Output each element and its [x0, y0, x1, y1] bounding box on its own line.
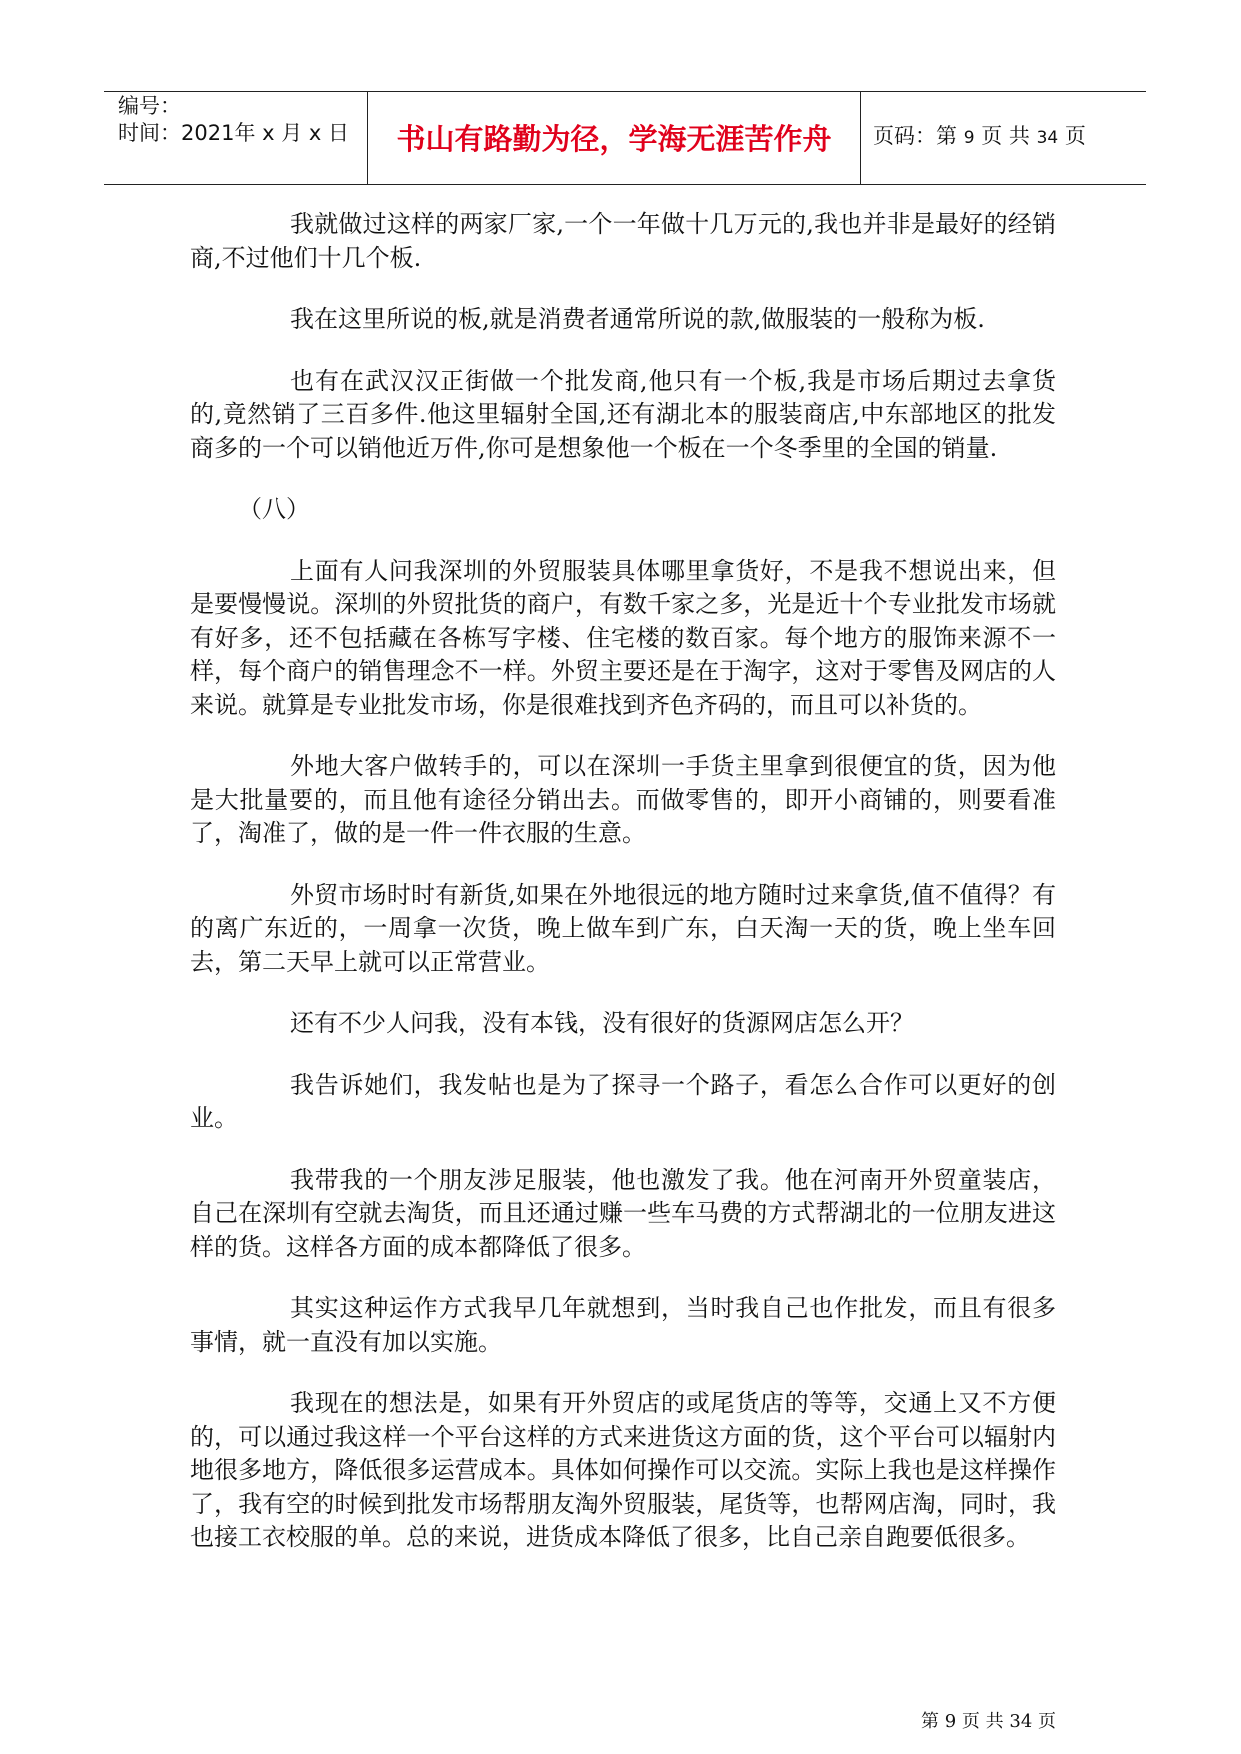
page-total: 34: [1036, 128, 1059, 148]
date-line: [118, 120, 349, 147]
section-marker: （八）: [238, 495, 310, 523]
date-year: 2021: [181, 121, 235, 145]
paragraph: 其实这种运作方式我早几年就想到，当时我自己也作批发，而且有很多事情，就一直没有加以实施。: [190, 1294, 1056, 1356]
serial-number-label: 编号：: [118, 94, 181, 118]
header-motto-cell: [368, 92, 861, 184]
paragraph: 我带我的一个朋友涉足服装，他也激发了我。他在河南开外贸童装店，自己在深圳有空就去淘货，而且还通过赚一些车马费的方式帮湖北的一位朋友进这样的货。这样各方面的成本都降低了很多。: [190, 1165, 1056, 1261]
paragraph: 上面有人问我深圳的外贸服装具体哪里拿货好，不是我不想说出来，但是要慢慢说。深圳的外贸批货的商户，有数千家之多，光是近十个专业批发市场就有好多，还不包括藏在各栋写字楼、住宅楼的数百家。每个地方的服饰来源不一样，每个商户的销售理念不一样。外贸主要还是在于淘字，这对于零售及网店的人来说。就算是专业批发市场，你是很难找到齐色齐码的，而且可以补货的。: [190, 556, 1056, 719]
page-footer: 第 9 页 共 34 页: [921, 1711, 1056, 1732]
paragraph: 我就做过这样的两家厂家,一个一年做十几万元的,我也并非是最好的经销商,不过他们十几个板.: [190, 210, 1056, 272]
header-page-number: [873, 123, 1086, 152]
page-header: [104, 91, 1146, 185]
paragraph: 外地大客户做转手的，可以在深圳一手货主里拿到很便宜的货，因为他是大批量要的，而且他有途径分销出去。而做零售的，即开小商铺的，则要看准了，淘准了，做的是一件一件衣服的生意。: [190, 752, 1056, 847]
paragraph: 我现在的想法是，如果有开外贸店的或尾货店的等等，交通上又不方便的，可以通过我这样一个平台这样的方式来进货这方面的货，这个平台可以辐射内地很多地方，降低很多运营成本。具体如何操作可以交流。实际上我也是这样操作了，我有空的时候到批发市场帮朋友淘外贸服装，尾货等，也帮网店淘，同时，我也接工衣校服的单。总的来说，进货成本降低了很多，比自己亲自跑要低很多。: [190, 1389, 1056, 1551]
page-current: 9: [963, 128, 975, 148]
paragraph: 外贸市场时时有新货,如果在外地很远的地方随时过来拿货,值不值得？有的离广东近的，一周拿一次货，晚上做车到广东，白天淘一天的货，晚上坐车回去，第二天早上就可以正常营业。: [190, 880, 1056, 976]
page-prefix: 页码：第: [873, 124, 957, 148]
header-page-cell: [861, 92, 1146, 184]
date-rest: 年 x 月 x 日: [234, 121, 350, 145]
page-suffix: 页: [1064, 124, 1086, 148]
paragraph: 我在这里所说的板,就是消费者通常所说的款,做服装的一般称为板.: [290, 305, 985, 333]
header-meta-cell: [104, 92, 368, 184]
paragraph: 我告诉她们，我发帖也是为了探寻一个路子，看怎么合作可以更好的创业。: [190, 1070, 1056, 1132]
page-mid: 页 共: [981, 124, 1030, 148]
paragraph: 也有在武汉汉正街做一个批发商,他只有一个板,我是市场后期过去拿货的,竟然销了三百多件.他这里辐射全国,还有湖北本的服装商店,中东部地区的批发商多的一个可以销他近万件,你可是想象他一个板在一个冬季里的全国的销量.: [190, 366, 1056, 462]
paragraph: 还有不少人问我，没有本钱，没有很好的货源网店怎么开？: [290, 1009, 914, 1037]
body-text: [190, 208, 1056, 1583]
date-label: 时间：: [118, 121, 181, 145]
header-motto: 书山有路勤为径，学海无涯苦作舟: [396, 122, 832, 156]
